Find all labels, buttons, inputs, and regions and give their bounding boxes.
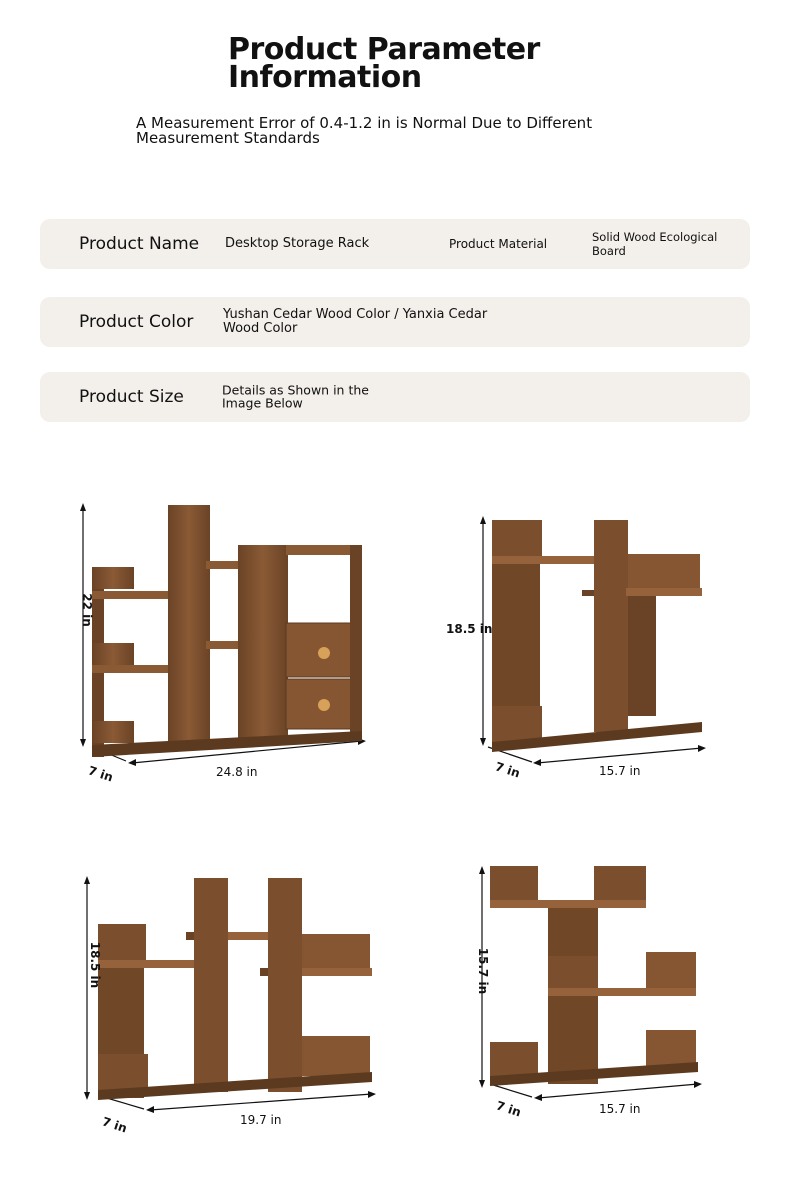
fig2-height-label: 18.5 in (446, 622, 493, 636)
product-size-value: Details as Shown in the Image Below (222, 382, 369, 410)
measurement-note: A Measurement Error of 0.4-1.2 in is Normal Due to Different Measurement Standards (136, 114, 593, 147)
rack-illustration-3 (70, 868, 380, 1138)
rack-illustration-1 (70, 495, 380, 795)
fig4-depth-label: 7 in (494, 1098, 523, 1120)
fig1-height-label: 22 in (79, 593, 94, 627)
param-row-size (40, 372, 750, 422)
product-name-label: Product Name (79, 234, 200, 254)
fig4-height-label: 15.7 in (476, 947, 491, 995)
fig2-width-label: 15.7 in (599, 764, 641, 778)
product-color-label: Product Color (79, 312, 194, 332)
product-material-value: Solid Wood Ecological Board (592, 230, 718, 258)
page-title: Product Parameter Information (228, 32, 540, 95)
product-name-value: Desktop Storage Rack (225, 236, 370, 251)
rack-figure-2 (440, 510, 720, 795)
fig1-width-label: 24.8 in (216, 765, 258, 779)
fig2-depth-label: 7 in (493, 759, 522, 781)
rack-illustration-2 (440, 510, 720, 795)
fig3-depth-label: 7 in (100, 1114, 129, 1136)
product-material-label: Product Material (449, 237, 548, 251)
param-row-color (40, 297, 750, 347)
product-color-value: Yushan Cedar Wood Color / Yanxia Cedar Wood Color (223, 307, 488, 336)
fig4-width-label: 15.7 in (599, 1102, 641, 1116)
param-row-name (40, 219, 750, 269)
rack-figure-1 (70, 495, 380, 795)
fig3-height-label: 18.5 in (88, 941, 103, 989)
rack-figure-3 (70, 868, 380, 1138)
fig1-depth-label: 7 in (86, 763, 115, 785)
rack-illustration-4 (460, 860, 720, 1125)
product-size-label: Product Size (79, 387, 184, 407)
fig3-width-label: 19.7 in (240, 1113, 282, 1127)
rack-figure-4 (460, 860, 720, 1125)
